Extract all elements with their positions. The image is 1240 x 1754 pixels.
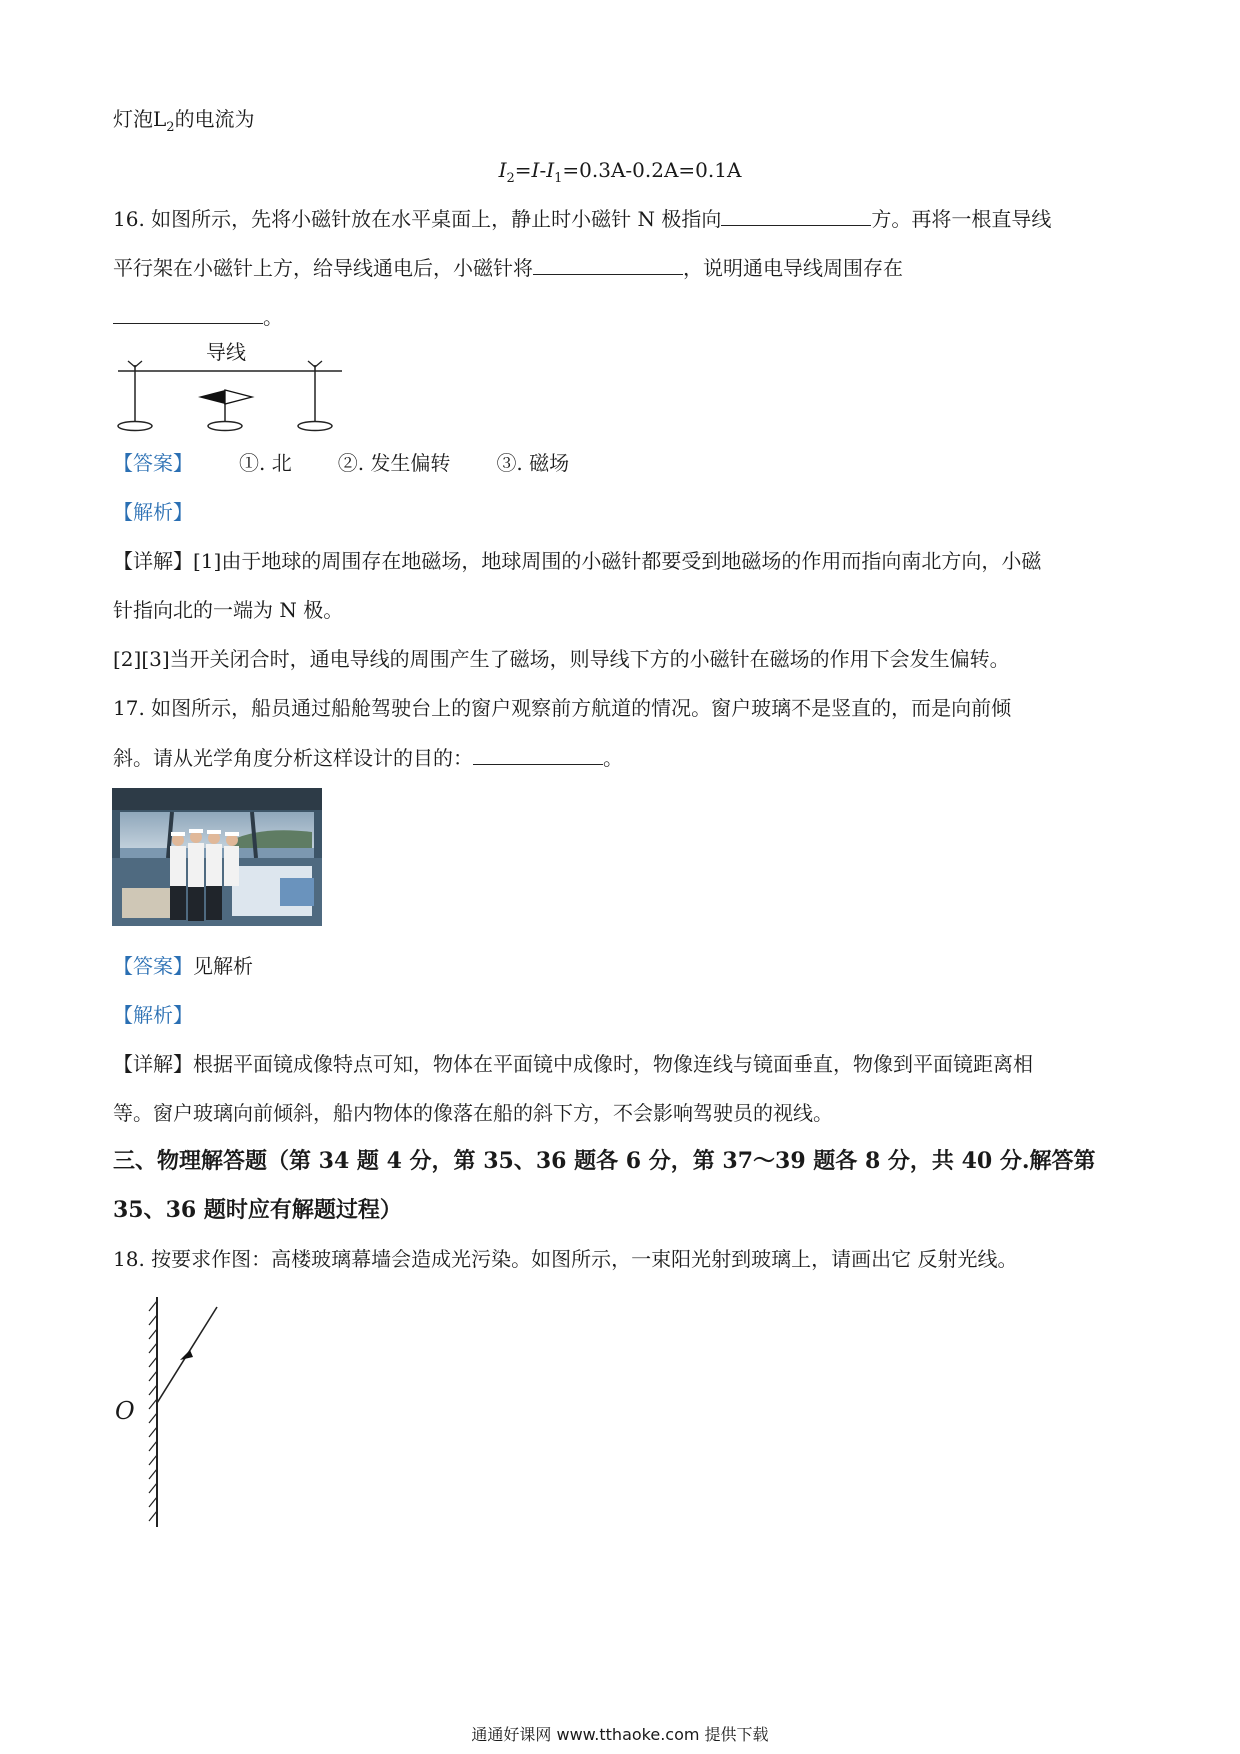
q16-detail-1: 【详解】[1]由于地球的周围存在地磁场，地球周围的小磁针都要受到地磁场的作用而指向南北方向，小磁 [113,549,1042,573]
section-3-heading-1: 三、物理解答题（第 34 题 4 分，第 35、36 题各 6 分，第 37～39 题各 8 分，共 40 分.解答第 [113,1148,1096,1174]
point-o-label: O [115,1397,135,1425]
q18-line-1: 18. 按要求作图：高楼玻璃幕墙会造成光污染。如图所示，一束阳光射到玻璃上，请画出它 反射光线。 [113,1247,1018,1271]
q17-detail-2: 等。窗户玻璃向前倾斜，船内物体的像落在船的斜下方，不会影响驾驶员的视线。 [113,1101,833,1125]
q16-answer: 【答案】 ①. 北 ②. 发生偏转 ③. 磁场 [113,451,570,475]
q17-line-1: 17. 如图所示，船员通过船舱驾驶台上的窗户观察前方航道的情况。窗户玻璃不是竖直的，而是向前倾 [113,696,1012,720]
section-3-heading-2: 35、36 题时应有解题过程） [113,1197,402,1223]
q17-blank[interactable] [473,744,603,765]
q17-analysis-tag: 【解析】 [113,1003,193,1027]
ship-bridge-photo [112,788,322,926]
q16-detail-3: [2][3]当开关闭合时，通电导线的周围产生了磁场，则导线下方的小磁针在磁场的作用下会发生偏转。 [113,647,1010,671]
q16-blank-1[interactable] [721,205,871,226]
q16-line-2: 平行架在小磁针上方，给导线通电后，小磁针将 ，说明通电导线周围存在 [113,256,903,280]
q16-analysis-tag: 【解析】 [113,500,193,524]
q17-detail-1: 【详解】根据平面镜成像特点可知，物体在平面镜中成像时，物像连线与镜面垂直，物像到平面镜距离相 [113,1052,1033,1076]
q16-line-3: 。 [113,303,283,330]
q17-answer: 【答案】见解析 [113,954,253,978]
current-formula: $I_2=I-I_1=0.3A-0.2A=0.1A$ [498,158,742,186]
prev-line: 灯泡$L_2$的电流为 [113,107,255,135]
q17-line-2: 斜。请从光学角度分析这样设计的目的： 。 [113,746,623,770]
q16-detail-2: 针指向北的一端为 N 极。 [113,598,344,622]
q16-blank-2[interactable] [533,254,683,275]
q16-blank-3[interactable] [113,303,263,324]
page-footer: 通通好课网 www.tthaoke.com 提供下载 [471,1725,769,1744]
wire-label: 导线 [206,340,246,364]
q16-line-1: 16. 如图所示，先将小磁针放在水平桌面上，静止时小磁针 N 极指向 方。再将一根直导线 [113,207,1052,231]
